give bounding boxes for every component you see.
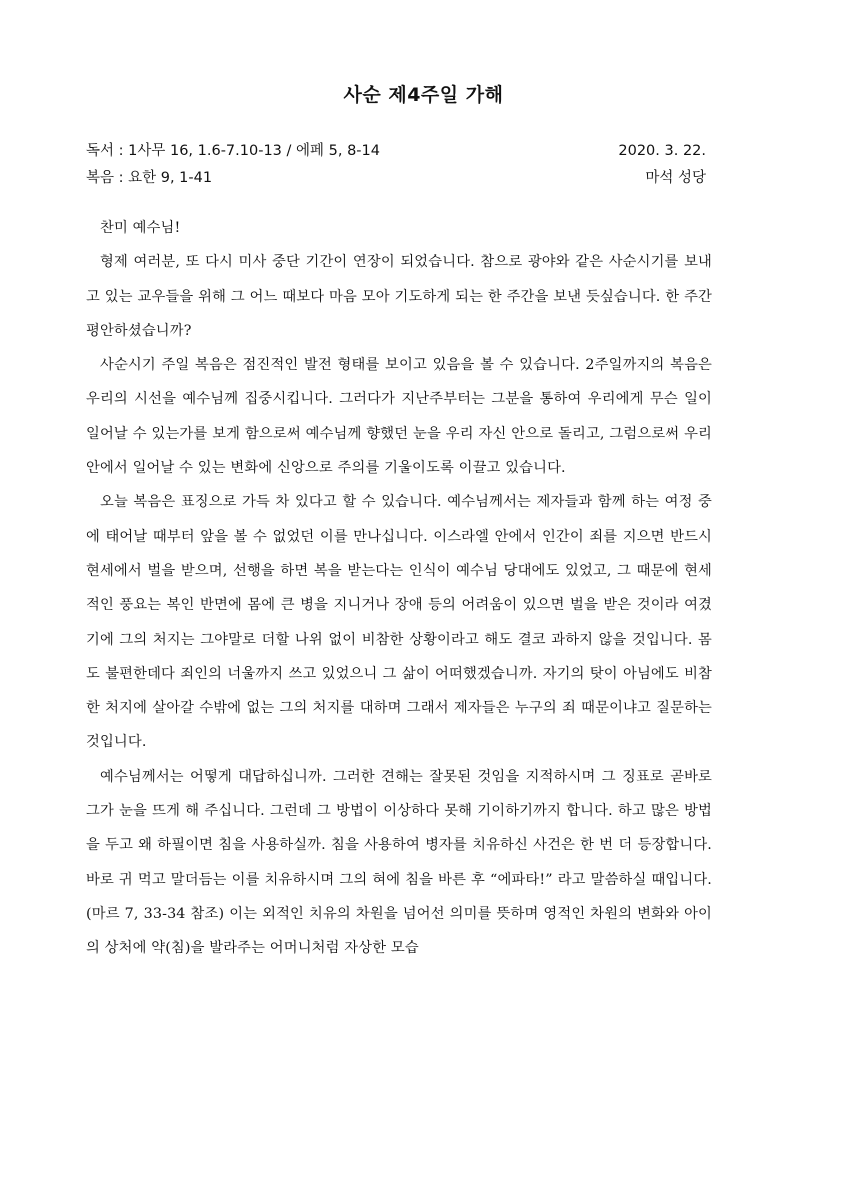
greeting-paragraph: 찬미 예수님! [100,220,181,236]
body-paragraph: 예수님께서는 어떻게 대답하십니까. 그러한 견해는 잘못된 것임을 지적하시며 그 징표로 곧바로 그가 눈을 뜨게 해 주십니다. 그런데 그 방법이 이상하다 못해 기이하기까지 합니다. 하고 많은 방법을 두고 왜 하필이면 침을 사용하실까. 침을 사용하여 병자를 치유하신 사건은 한 번 더 등장합니다. 바로 귀 먹고 말더듬는 이를 치유하시며 그의 혀에 침을 바른 후 “에파타!” 라고 말씀하실 때입니다.(마르 7, 33-34 참조) 이는 외적인 치유의 차원을 넘어선 의미를 뜻하며 영적인 차원의 변화와 아이의 상처에 약(침)을 발라주는 어머니처럼 자상한 모습 [86,768,712,957]
document-title: 사순 제4주일 가해 [343,84,504,106]
body-paragraph: 사순시기 주일 복음은 점진적인 발전 형태를 보이고 있음을 볼 수 있습니다. 2주일까지의 복음은 우리의 시선을 예수님께 집중시킵니다. 그러다가 지난주부터는 그분을 통하여 우리에게 무슨 일이 일어날 수 있는가를 보게 함으로써 예수님께 향했던 눈을 우리 자신 안으로 돌리고, 그럼으로써 우리 안에서 일어날 수 있는 변화에 신앙으로 주의를 기울이도록 이끌고 있습니다. [86,357,712,477]
gospel-row [86,167,706,189]
document-date: 2020. 3. 22. [618,143,706,159]
readings-label: 독서 : 1사무 16, 1.6-7.10-13 / 에페 5, 8-14 [86,143,380,159]
parish-name: 마석 성당 [645,170,706,186]
body-paragraph: 형제 여러분, 또 다시 미사 중단 기간이 연장이 되었습니다. 참으로 광야와 같은 사순시기를 보내고 있는 교우들을 위해 그 어느 때보다 마음 모아 기도하게 되는 한 주간을 보낸 듯싶습니다. 한 주간 평안하셨습니까? [86,254,712,339]
body-paragraph: 오늘 복음은 표징으로 가득 차 있다고 할 수 있습니다. 예수님께서는 제자들과 함께 하는 여정 중에 태어날 때부터 앞을 볼 수 없었던 이를 만나십니다. 이스라엘 안에서 인간이 죄를 지으면 반드시 현세에서 벌을 받으며, 선행을 하면 복을 받는다는 인식이 예수님 당대에도 있었고, 그 때문에 현세적인 풍요는 복인 반면에 몸에 큰 병을 지니거나 장애 등의 어려움이 있으면 벌을 받은 것이라 여겼기에 그의 처지는 그야말로 더할 나위 없이 비참한 상황이라고 해도 결코 과하지 않을 것입니다. 몸도 불편한데다 죄인의 너울까지 쓰고 있었으니 그 삶이 어떠했겠습니까. 자기의 탓이 아님에도 비참한 처지에 살아갈 수밖에 없는 그의 처지를 대하며 그래서 제자들은 누구의 죄 때문이냐고 질문하는 것입니다. [86,494,712,751]
gospel-label: 복음 : 요한 9, 1-41 [86,170,213,186]
readings-row [86,140,706,162]
homily-body [86,211,712,966]
